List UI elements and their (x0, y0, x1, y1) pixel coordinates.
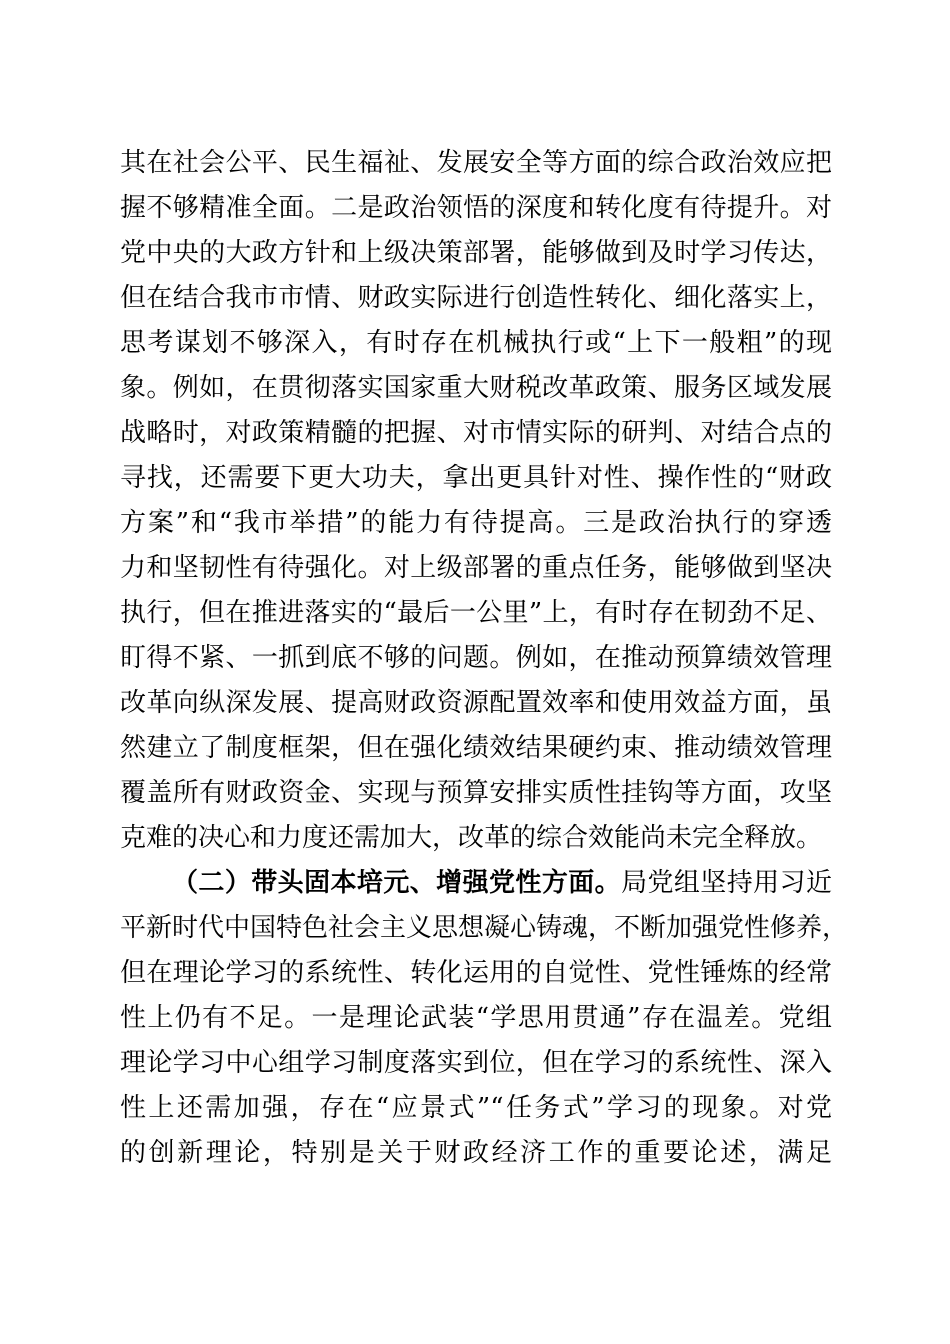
section-2-heading: （二）带头固本培元、增强党性方面。 (172, 868, 622, 898)
section-2-first-line (172, 863, 832, 903)
text-line: 寻找，还需要下更大功夫，拿出更具针对性、操作性的“财政 (120, 463, 832, 493)
text-line: 执行，但在推进落实的“最后一公里”上，有时存在韧劲不足、 (120, 598, 832, 628)
text-line: 克难的决心和力度还需加大，改革的综合效能尚未完全释放。 (120, 823, 823, 853)
text-line: 覆盖所有财政资金、实现与预算安排实质性挂钩等方面，攻坚 (120, 778, 832, 808)
text-line: 平新时代中国特色社会主义思想凝心铸魂，不断加强党性修养， (120, 913, 849, 943)
text-line: 理论学习中心组学习制度落实到位，但在学习的系统性、深入 (120, 1048, 832, 1078)
text-line: 但在结合我市市情、财政实际进行创造性转化、细化落实上， (120, 283, 832, 313)
text-line: 握不够精准全面。二是政治领悟的深度和转化度有待提升。对 (120, 193, 832, 223)
text-line: 然建立了制度框架，但在强化绩效结果硬约束、推动绩效管理 (120, 733, 832, 763)
text-line: 改革向纵深发展、提高财政资源配置效率和使用效益方面，虽 (120, 688, 832, 718)
text-line: 思考谋划不够深入，有时存在机械执行或“上下一般粗”的现 (120, 328, 832, 358)
text-line: 党中央的大政方针和上级决策部署，能够做到及时学习传达， (120, 238, 832, 268)
text-line: 盯得不紧、一抓到底不够的问题。例如，在推动预算绩效管理 (120, 643, 832, 673)
text-line: 象。例如，在贯彻落实国家重大财税改革政策、服务区域发展 (120, 373, 832, 403)
text-line: 的创新理论，特别是关于财政经济工作的重要论述，满足 (120, 1138, 832, 1168)
text-line: 战略时，对政策精髓的把握、对市情实际的研判、对结合点的 (120, 418, 832, 448)
text-line: 但在理论学习的系统性、转化运用的自觉性、党性锤炼的经常 (120, 958, 832, 988)
text-line: 方案”和“我市举措”的能力有待提高。三是政治执行的穿透 (120, 508, 832, 538)
text-line: 其在社会公平、民生福祉、发展安全等方面的综合政治效应把 (120, 148, 832, 178)
text-line: 力和坚韧性有待强化。对上级部署的重点任务，能够做到坚决 (120, 553, 832, 583)
section-2-text: 局党组坚持用习近 (621, 868, 832, 898)
text-line: 性上还需加强，存在“应景式”“任务式”学习的现象。对党 (120, 1093, 832, 1123)
text-line: 性上仍有不足。一是理论武装“学思用贯通”存在温差。党组 (120, 1003, 832, 1033)
